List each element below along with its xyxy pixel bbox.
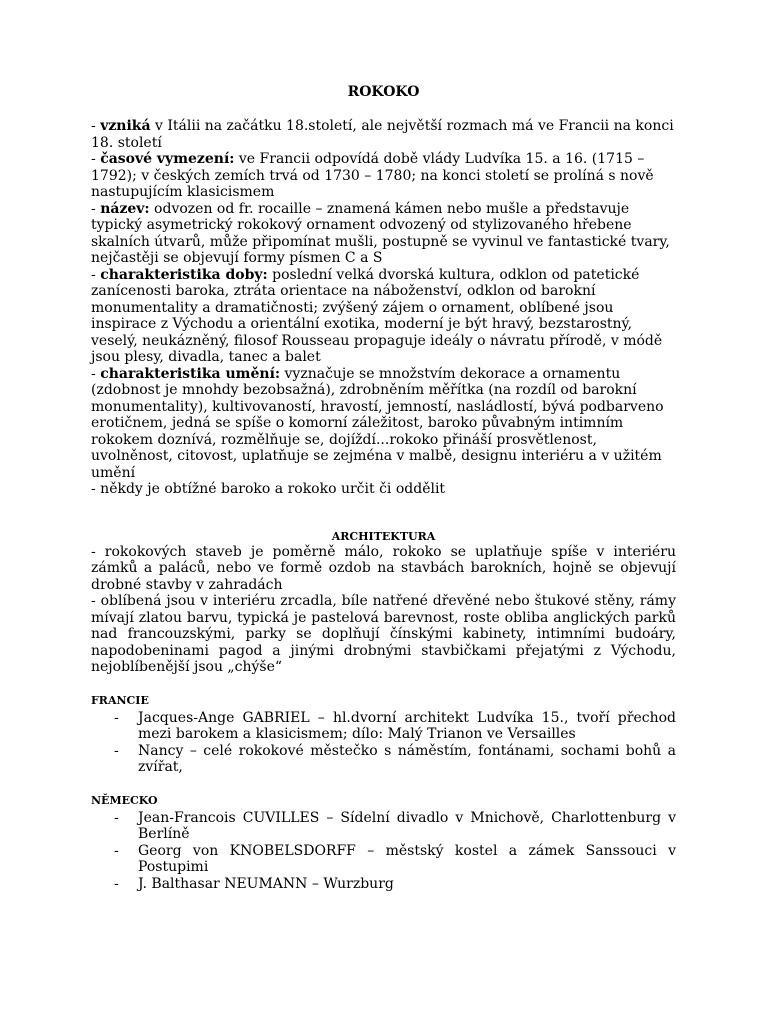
- subsection-title-francie: FRANCIE: [91, 693, 149, 707]
- term-label: charakteristika doby:: [100, 266, 268, 283]
- list-marker: -: [114, 842, 119, 859]
- list-marker: -: [114, 809, 119, 826]
- intro-paragraph: - vzniká v Itálii na začátku 18.století, ale největší rozmach má ve Francii na konci 18. století: [91, 118, 674, 151]
- list-marker: -: [114, 875, 119, 892]
- list-item: - J. Balthasar NEUMANN – Wurzburg: [114, 875, 394, 892]
- intro-paragraph: - charakteristika umění: vyznačuje se množstvím dekorace a ornamentu (zdobnost je mnohdy bezobsažná), zdrobněním měřítka (na rozdíl od barokní monumentality), kultivovaností, hravostí, jemností, nasládlostí, bývá podbarveno erotičnem, jedná se spíše o komorní záležitost, baroko půvabným intimním rokokem doznívá, rozmělňuje se, dojíždí...rokoko přináší prosvětlenost, uvolněnost, citovost, uplatňuje se zejména v malbě, designu interiéru a v užitém umění: [91, 365, 664, 481]
- term-label: název:: [100, 200, 150, 217]
- list-item: - Jean-Francois CUVILLES – Sídelní divadlo v Mnichově, Charlottenburg v Berlíně: [114, 809, 676, 842]
- architektura-paragraph: - oblíbená jsou v interiéru zrcadla, bíle natřené dřevěné nebo štukové stěny, rámy mívají zlatou barvu, typická je pastelová barevnost, roste obliba anglických parků nad francouzskými, parky se doplňují čínskými kabinety, intimními budoáry, napodobeninami pagod a jinými drobnými stavbičkami přejatými z Východu, nejoblíbenější jsou „chýše“: [91, 593, 676, 675]
- nemecko-list: [91, 810, 676, 893]
- document-title: ROKOKO: [347, 84, 420, 100]
- intro-paragraph: - někdy je obtížné baroko a rokoko určit či oddělit: [91, 481, 446, 497]
- term-label: časové vymezení:: [100, 151, 235, 167]
- intro-section: [91, 118, 676, 498]
- architektura-paragraph: - rokokových staveb je poměrně málo, rokoko se uplatňuje spíše v interiéru zámků a paláců, nebo ve formě ozdob na stavbách barokních, hojně se objevují drobné stavby v zahradách: [91, 543, 676, 593]
- architektura-text: [91, 544, 676, 676]
- intro-paragraph: - časové vymezení: ve Francii odpovídá době vlády Ludvíka 15. a 16. (1715 – 1792); v českých zemích trvá od 1730 – 1780; na konci století se prolíná s nově nastupujícím klasicismem: [91, 151, 654, 200]
- intro-paragraph: - název: odvozen od fr. rocaille – znamená kámen nebo mušle a představuje typický asymetrický rokokový ornament odvozený od stylizovaného hřebene skalních útvarů, může připomínat mušli, postupně se vyvinul ve fantastické tvary, nejčastěji se objevují formy písmen C a S: [91, 200, 670, 266]
- list-item: - Georg von KNOBELSDORFF – městský kostel a zámek Sanssouci v Postupimi: [114, 842, 676, 875]
- list-marker: -: [114, 742, 119, 759]
- document-page: [91, 82, 676, 892]
- francie-list: [91, 710, 676, 776]
- intro-paragraph: - charakteristika doby: poslední velká dvorská kultura, odklon od patetické zanícenosti baroka, ztráta orientace na náboženství, odklon od barokní monumentality a dramatičnosti; zvýšený zájem o ornament, oblíbené jsou inspirace z Východu a orientální exotika, moderní je být hravý, bezstarostný, veselý, neukázněný, filosof Rousseau propaguje ideály o návratu přírodě, v módě jsou plesy, divadla, tanec a balet: [91, 266, 663, 365]
- section-title-architektura: ARCHITEKTURA: [331, 529, 436, 543]
- list-item: - Jacques-Ange GABRIEL – hl.dvorní architekt Ludvíka 15., tvoří přechod mezi barokem a klasicismem; dílo: Malý Trianon ve Versailles: [114, 709, 676, 742]
- subsection-title-nemecko: NĚMECKO: [91, 793, 158, 807]
- term-label: charakteristika umění:: [100, 365, 281, 382]
- list-marker: -: [114, 709, 119, 726]
- term-label: vzniká: [100, 118, 151, 134]
- list-item: - Nancy – celé rokokové městečko s náměstím, fontánami, sochami bohů a zvířat,: [114, 742, 676, 775]
